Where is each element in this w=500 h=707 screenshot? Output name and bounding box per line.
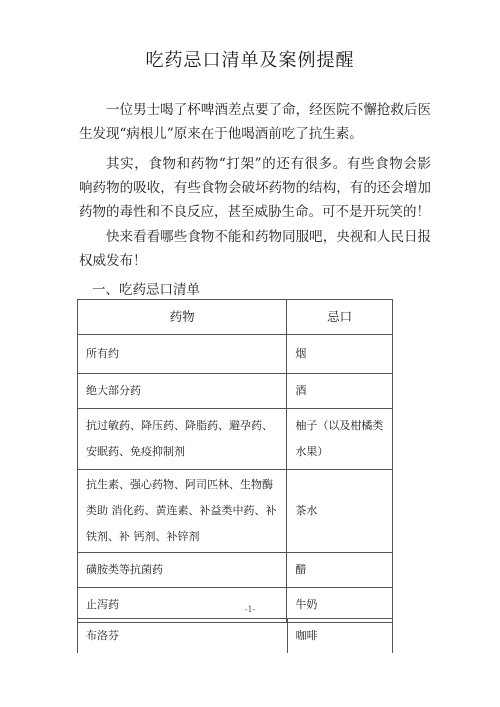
cell-drug: 磺胺类等抗菌药 — [78, 553, 287, 588]
header-drug: 药物 — [78, 300, 287, 335]
section-heading: 一、吃药忌口清单 — [92, 282, 200, 298]
cell-avoid: 柚子（以及柑橘类水果） — [287, 409, 393, 470]
cell-avoid: 牛奶 — [287, 588, 393, 623]
cell-drug: 止泻药 — [78, 588, 287, 623]
table-row — [78, 335, 393, 374]
paragraph-food-drug-conflict: 其实，食物和药物“打架”的还有很多。有些食物会影 响药物的吸收，有些食物会破坏药物的结构，有的还会增加 药物的毒性和不良反应，甚至威胁生命。可不是开玩笑的！ — [79, 156, 431, 220]
document-title: 吃药忌口清单及案例提醒 — [145, 50, 355, 71]
table-row — [78, 619, 393, 654]
cell-avoid: 酒 — [287, 374, 393, 409]
cell-avoid: 烟 — [287, 335, 393, 374]
cell-drug: 布洛芬 — [78, 619, 288, 654]
cell-drug: 绝大部分药 — [78, 374, 287, 409]
table-row — [78, 553, 393, 588]
page-number: -1- — [244, 605, 256, 614]
avoidance-table — [77, 299, 393, 623]
header-avoid: 忌口 — [287, 300, 393, 335]
paragraph-authority-release: 快来看看哪些食物不能和药物同服吧，央视和人民日报 权威发布！ — [79, 229, 431, 269]
table-row — [78, 374, 393, 409]
cell-avoid: 茶水 — [287, 470, 393, 553]
cell-avoid: 咖啡 — [287, 619, 392, 654]
table-header-row — [78, 300, 393, 335]
cell-drug: 抗生素、强心药物、阿司匹林、生物酶类助 消化药、黄连素、补益类中药、补铁剂、补 钙剂、补锌剂 — [78, 470, 287, 553]
cell-drug: 抗过敏药、降压药、降脂药、避孕药、安眠药、免疫抑制剂 — [78, 409, 287, 470]
cell-avoid: 醋 — [287, 553, 393, 588]
avoidance-table-continued — [77, 618, 393, 653]
table-row — [78, 470, 393, 553]
paragraph-beer-case: 一位男士喝了杯啤酒差点要了命，经医院不懈抢救后医 生发现“病根儿”原来在于他喝酒前吃了抗生素。 — [79, 102, 431, 142]
cell-drug: 所有约 — [78, 335, 287, 374]
table-row — [78, 409, 393, 470]
